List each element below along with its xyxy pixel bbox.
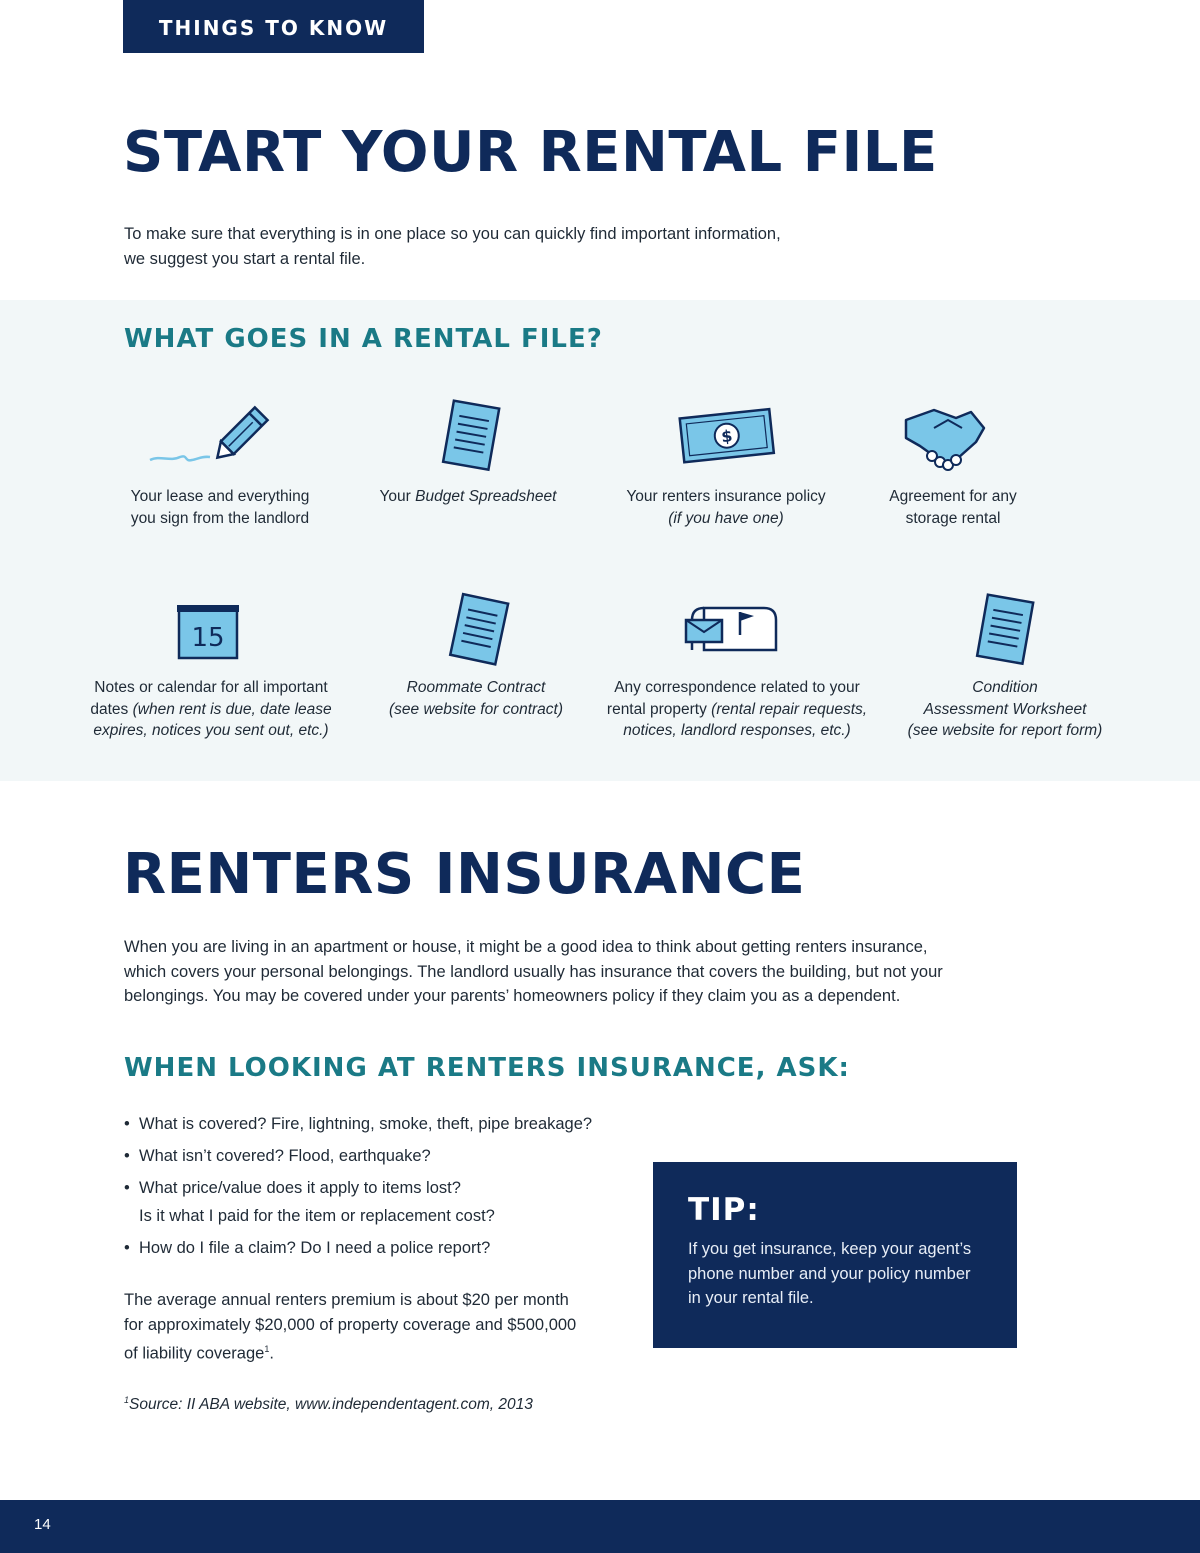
rental-item-caption [596, 677, 878, 742]
list-item-text: How do I file a claim? Do I need a police report? [139, 1239, 491, 1257]
caption-italic: (when rent is due, date lease [132, 700, 332, 718]
list-item-text: • What price/value does it apply to items lost? [139, 1179, 461, 1197]
section-tab: THINGS TO KNOW [123, 0, 424, 53]
rental-item-caption [606, 486, 846, 529]
caption-italic: Assessment Worksheet [923, 700, 1087, 718]
mailbox-icon [664, 590, 804, 680]
document-icon [934, 590, 1074, 680]
caption-line: Your lease and everything [130, 488, 310, 505]
rental-item-caption [100, 486, 340, 529]
calendar-day: 15 [191, 623, 225, 653]
caption-italic: (see website for contract) [388, 700, 563, 718]
rental-item-caption [70, 677, 352, 742]
page-footer [0, 1500, 1200, 1553]
tip-text [688, 1237, 998, 1311]
ask-heading: WHEN LOOKING AT RENTERS INSURANCE, ASK: [124, 1053, 850, 1083]
handshake-icon [876, 398, 1016, 488]
list-item [124, 1142, 644, 1170]
caption-italic: Roommate Contract [406, 679, 546, 696]
caption-italic: (rental repair requests, [711, 700, 868, 718]
intro-paragraph [124, 222, 781, 271]
caption-italic: Condition [972, 679, 1038, 696]
document-icon [408, 590, 548, 680]
caption-line: Any correspondence related to your [614, 679, 860, 696]
paragraph-line: which covers your personal belongings. The landlord usually has insurance that covers the building, but not your [124, 962, 943, 981]
tip-line: If you get insurance, keep your agent’s [688, 1240, 972, 1258]
caption-text: dates [90, 700, 133, 718]
caption-italic: (if you have one) [668, 509, 784, 527]
paragraph-line: The average annual renters premium is about $20 per month [124, 1291, 569, 1309]
intro-line: To make sure that everything is in one place so you can quickly find important information, [124, 225, 781, 243]
tip-line: in your rental file. [688, 1289, 814, 1307]
section-title: RENTERS INSURANCE [123, 842, 806, 907]
footnote-text: Source: II ABA website, www.independentagent.com, 2013 [129, 1396, 533, 1414]
tip-title: TIP: [688, 1192, 760, 1228]
pencil-icon [140, 400, 280, 490]
caption-text: Your [379, 488, 416, 505]
paragraph-line: of liability coverage [124, 1344, 265, 1363]
paragraph-line: . [269, 1344, 274, 1363]
list-item [124, 1234, 644, 1262]
list-item-text: What is covered? Fire, lightning, smoke, theft, pipe breakage? [139, 1115, 593, 1133]
tip-box [653, 1162, 1017, 1348]
question-list [124, 1110, 644, 1266]
caption-italic: expires, notices you sent out, etc.) [93, 722, 329, 739]
caption-line: you sign from the landlord [130, 509, 310, 527]
paragraph-line: belongings. You may be covered under your parents’ homeowners policy if they claim you as a dependent. [124, 987, 901, 1005]
insurance-paragraph [124, 935, 943, 1009]
svg-text:$: $ [720, 426, 734, 447]
page-title: START YOUR RENTAL FILE [123, 120, 938, 185]
paragraph-line: When you are living in an apartment or house, it might be a good idea to think about getting renters insurance, [124, 938, 928, 956]
calendar-icon [137, 590, 277, 680]
intro-line: we suggest you start a rental file. [124, 249, 366, 268]
caption-line: Your renters insurance policy [626, 488, 826, 505]
rental-item-caption [366, 677, 586, 720]
caption-italic: Budget Spreadsheet [415, 488, 557, 505]
rental-item-caption [853, 486, 1053, 529]
caption-line: Agreement for any [889, 488, 1017, 505]
rental-item-caption [890, 677, 1120, 742]
rental-item-caption [358, 486, 578, 508]
footnote-marker: 1 [264, 1344, 270, 1354]
list-item-text: What isn’t covered? Flood, earthquake? [139, 1147, 431, 1165]
money-bill-icon [654, 398, 794, 488]
footnote [124, 1395, 533, 1414]
rental-file-heading: WHAT GOES IN A RENTAL FILE? [124, 324, 603, 354]
caption-italic: (see website for report form) [907, 722, 1103, 739]
list-item [124, 1110, 644, 1138]
document-icon [400, 396, 540, 486]
caption-line: Notes or calendar for all important [94, 679, 328, 696]
footnote-marker: 1 [124, 1395, 130, 1405]
caption-text: rental property [606, 700, 712, 718]
caption-line: storage rental [905, 509, 1001, 527]
paragraph-line: for approximately $20,000 of property coverage and $500,000 [124, 1315, 577, 1334]
caption-italic: notices, landlord responses, etc.) [623, 722, 851, 739]
page-number: 14 [34, 1516, 51, 1533]
premium-paragraph [124, 1288, 576, 1366]
tip-line: phone number and your policy number [688, 1264, 971, 1283]
list-item-text: Is it what I paid for the item or replacement cost? [139, 1207, 495, 1225]
list-item [124, 1174, 644, 1230]
